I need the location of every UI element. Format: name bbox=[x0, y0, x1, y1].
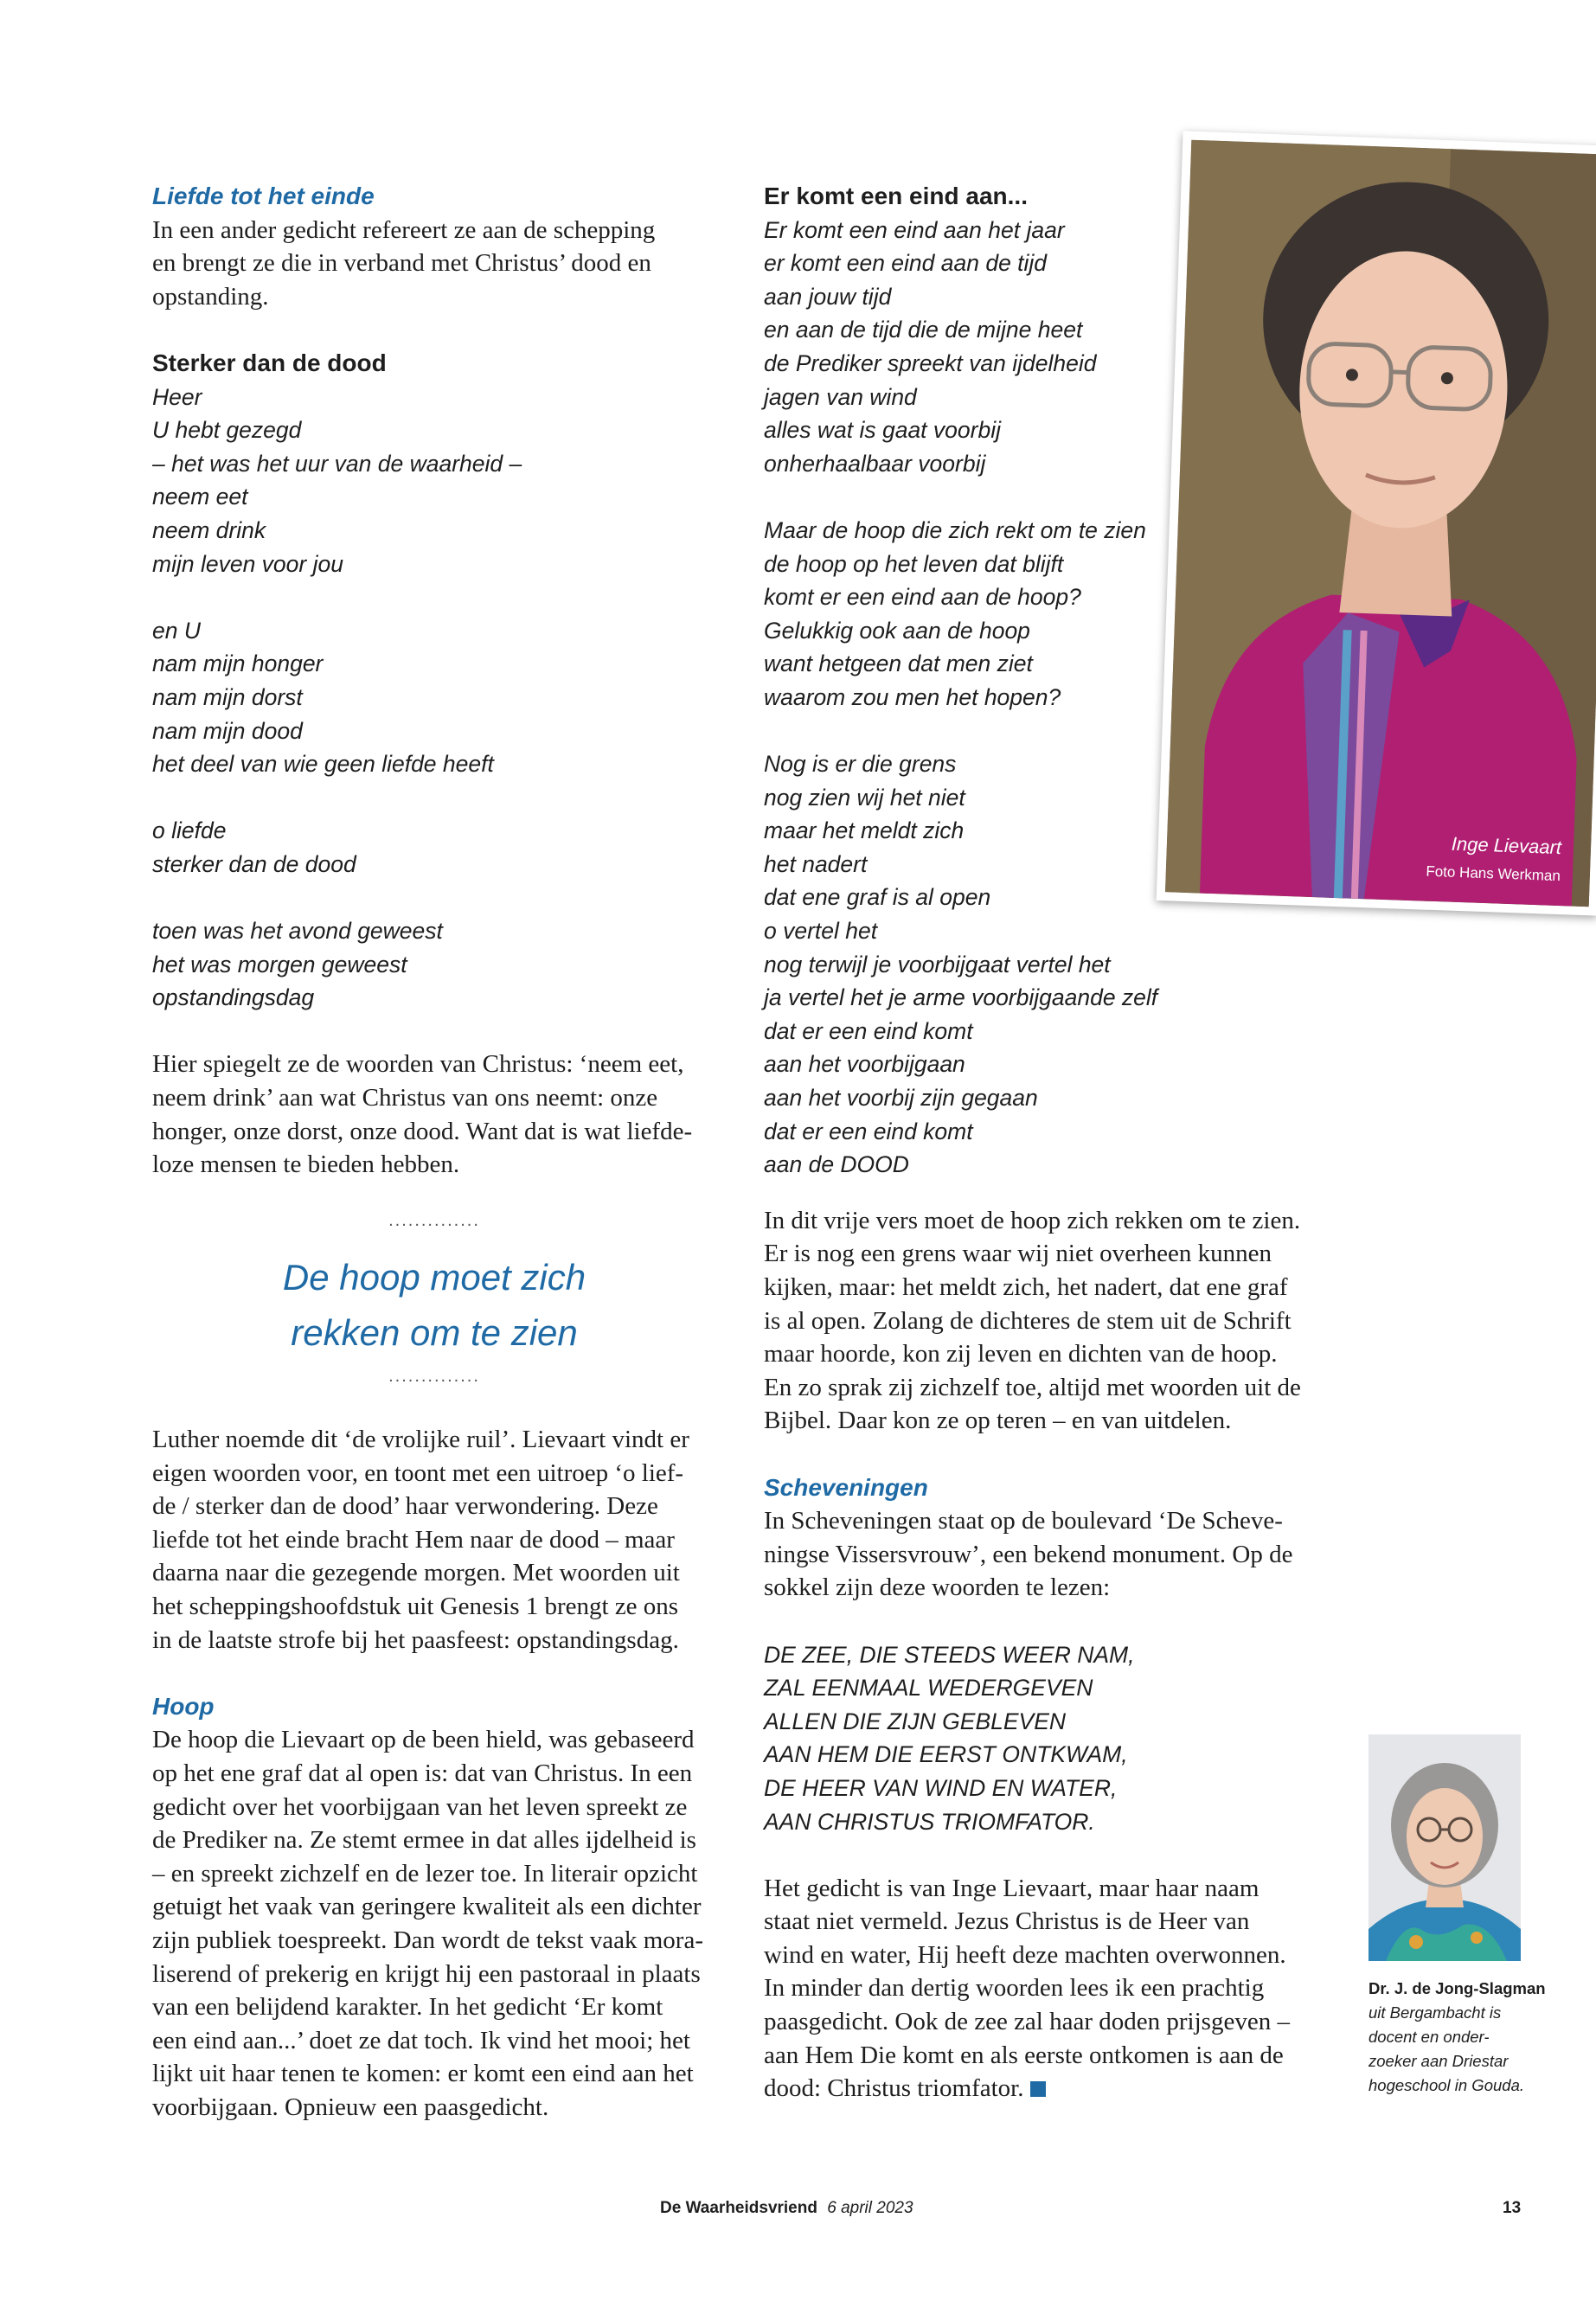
photo-caption-name: Inge Lievaart bbox=[1451, 832, 1562, 859]
paragraph-closing: Het gedicht is van Inge Lievaart, maar haar naam staat niet vermeld. Jezus Christus is de Heer van wind en water, Hij heeft deze machten overwonnen. In minder dan dertig woorden lees ik een prachtig paasgedicht. Ook de zee zal haar doden prijsgeven – aan Hem Die komt en als eerste ontkomen is aan de dood: Christus triomfator. bbox=[764, 1874, 1290, 2103]
paragraph-luther: Luther noemde dit ‘de vrolijke ruil’. Lievaart vindt er eigen woorden voor, en toont met een uitroep ‘o lief- de / sterker dan de dood’ haar verwondering. Deze liefde tot het einde bracht Hem naar de dood – maar daarna naar die gezegende morgen. Met woorden uit het scheppingshoofdstuk uit Genesis 1 brengt ze ons in de laatste strofe bij het paasfeest: opstandingsdag. bbox=[152, 1426, 689, 1654]
end-mark-icon bbox=[1030, 2081, 1046, 2097]
footer-publication bbox=[660, 2199, 913, 2218]
poem-er-komt-een-eind-aan: Er komt een eind aan het jaar er komt een eind aan de tijd aan jouw tijd en aan de tijd die de mijne heet de Prediker spreekt van ijdelheid jagen van wind alles wat is gaat voorbij onherhaalbaar voorbij Maar de hoop die zich rekt om te zien de hoop op het leven dat blijft komt er een eind aan de hoop? Gelukkig ook aan de hoop want hetgeen dat men ziet waarom zou men het hopen? Nog is er die grens nog zien wij het niet maar het meldt zich het nadert dat ene graf is al open o vertel het nog terwijl je voorbijgaat vertel het ja vertel het je arme voorbijgaande zelf dat er een eind komt aan het voorbijgaan aan het voorbij zijn gegaan dat er een eind komt aan de DOOD bbox=[764, 216, 1158, 1178]
right-column bbox=[764, 180, 1369, 2106]
paragraph-scheveningen: In Scheveningen staat op de boulevard ‘De Scheve- ningse Vissersvrouw’, een bekend monument. Op de sokkel zijn deze woorden te lezen: bbox=[764, 1507, 1293, 1602]
section-heading-hoop: Hoop bbox=[152, 1692, 215, 1720]
paragraph-hoop: De hoop die Lievaart op de been hield, was gebaseerd op het ene graf dat al open is: dat van Christus. In een gedicht over het voorbijgaan van het leven spreekt ze de Prediker na. Ze stemt ermee in dat alles ijdelheid is – en spreekt zichzelf en de lezer toe. In literair opzicht getuigt het vaak van geringere kwaliteit als een dichter zijn publiek toespreekt. Dan wordt de tekst vaak mora- liserend of prekerig en krijgt hij een pastoraal in plaats van een belijdend karakter. In het gedicht ‘Er komt een eind aan...’ doet ze dat toch. Ik vind het mooi; het lijkt uit haar tenen te komen: er komt een eind aan het voorbijgaan. Opnieuw een paasgedicht. bbox=[152, 1726, 703, 2121]
intro-paragraph: In een ander gedicht refereert ze aan de schepping en brengt ze die in verband met Christus’ dood en opstanding. bbox=[152, 215, 656, 311]
photo-caption-credit: Foto Hans Werkman bbox=[1426, 862, 1561, 885]
author-name: Dr. J. de Jong-Slagman bbox=[1368, 1979, 1546, 1997]
poem-title-sterker: Sterker dan de dood bbox=[152, 349, 387, 376]
poem-title-er-komt: Er komt een eind aan... bbox=[764, 183, 1028, 209]
paragraph-spiegelt: Hier spiegelt ze de woorden van Christus: ‘neem eet, neem drink’ aan wat Christus van ons neemt: onze honger, onze dorst, onze dood. Want dat is wat liefde- loze mensen te bieden hebben. bbox=[152, 1050, 693, 1179]
left-column-bottom bbox=[152, 1423, 723, 2124]
page-number: 13 bbox=[1503, 2199, 1522, 2217]
author-bio: Dr. J. de Jong-Slagman uit Bergambacht is docent en onder- zoeker aan Driestar hogeschool in Gouda. bbox=[1368, 1977, 1542, 2098]
monument-inscription: DE ZEE, DIE STEEDS WEER NAM, ZAL EENMAAL WEDERGEVEN ALLEN DIE ZIJN GEBLEVEN AAN HEM DIE EERST ONTKWAM, DE HEER VAN WIND EN WATER, AAN CHRISTUS TRIOMFATOR. bbox=[764, 1641, 1135, 1835]
paragraph-vrije-vers: In dit vrije vers moet de hoop zich rekken om te zien. Er is nog een grens waar wij niet overheen kunnen kijken, maar: het meldt zich, het nadert, dat ene graf is al open. Zolang de dichteres de stem uit de Schrift maar hoorde, kon zij leven en dichten van de hoop. En zo sprak zij zichzelf toe, altijd met woorden uit de Bijbel. Daar kon ze op teren – en van uitdelen. bbox=[764, 1206, 1301, 1435]
pull-quote-dots-bottom: .............. bbox=[388, 1367, 480, 1386]
publication-name: De Waarheidsvriend bbox=[660, 2199, 817, 2217]
author-portrait-illustration bbox=[1368, 1734, 1521, 1961]
section-heading-liefde: Liefde tot het einde bbox=[152, 183, 375, 209]
pull-quote: De hoop moet zich rekken om te zien bbox=[282, 1257, 586, 1353]
section-heading-scheveningen: Scheveningen bbox=[764, 1473, 928, 1501]
left-column-top bbox=[152, 180, 723, 1182]
pull-quote-dots-top: .............. bbox=[388, 1211, 480, 1230]
poem-sterker-dan-de-dood: Heer U hebt gezegd – het was het uur van de waarheid – neem eet neem drink mijn leven voor jou en U nam mijn honger nam mijn dorst nam mijn dood het deel van wie geen liefde heeft o liefde sterker dan de dood toen was het avond geweest het was morgen geweest opstandingsdag bbox=[152, 383, 522, 1011]
publication-date: 6 april 2023 bbox=[827, 2199, 913, 2217]
author-portrait bbox=[1368, 1734, 1521, 1961]
